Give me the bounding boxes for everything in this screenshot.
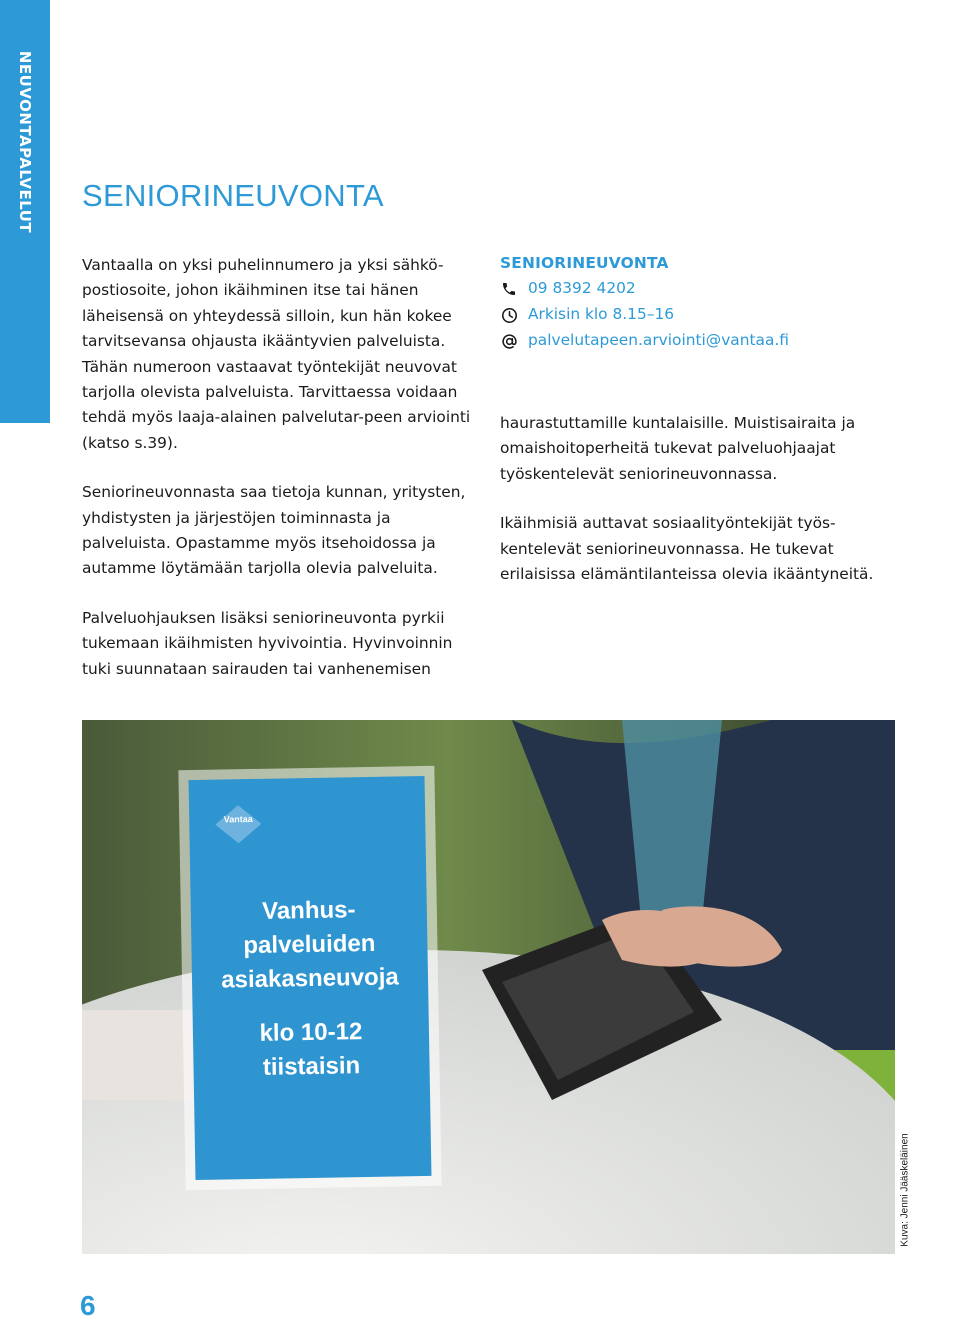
sign-text (191, 892, 430, 1086)
at-icon (500, 332, 518, 350)
clock-icon (500, 306, 518, 324)
sign-line: tiistaisin (262, 1052, 361, 1081)
section-tab (0, 0, 50, 423)
phone-icon (500, 280, 518, 298)
sign-line: Vanhus- (261, 896, 356, 925)
paragraph: Palveluohjauksen lisäksi seniorineuvonta pyrkii tukemaan ikäihmisten hyvivointia. Hyvinvoinnin tuki suunnataan sairauden tai vanhenemisen (82, 608, 453, 678)
vantaa-logo (213, 803, 264, 846)
contact-hours-row (500, 302, 900, 328)
paragraph: Vantaalla on yksi puhelinnumero ja yksi sähkö-postiosoite, johon ikäihminen itse tai hänen läheisensä on yhteydessä silloin, kun hän kokee tarvitsevansa ohjausta ikääntyvien palveluista. Tähän numeroon vastaavat työntekijät neuvovat tarjolla olevista palveluista. Tarvittaessa voidaan tehdä myös laaja-alainen palvelutar-peen arviointi (katso s.39). (82, 256, 471, 452)
paragraph: Seniorineuvonnasta saa tietoja kunnan, yritysten, yhdistysten ja järjestöjen toiminnasta ja palveluista. Opastamme myös itsehoidossa ja autamme löytämään tarjolla olevia palveluita. (82, 483, 466, 578)
paragraph: Ikäihmisiä auttavat sosiaalityöntekijät työs-kentelevät seniorineuvonnassa. He tukevat erilaisissa elämäntilanteissa olevia ikääntyneitä. (500, 514, 874, 584)
contact-phone[interactable]: 09 8392 4202 (528, 279, 636, 298)
photo-credit: Kuva: Jenni Jääskeläinen (899, 1133, 911, 1247)
sign-line: klo 10-12 (259, 1018, 363, 1047)
paragraph: haurastuttamille kuntalaisille. Muistisairaita ja omaishoitoperheitä tukevat palveluohjaajat työskentelevät seniorineuvonnassa. (500, 414, 856, 483)
photo (82, 720, 895, 1254)
left-column (82, 253, 482, 682)
page-title: SENIORINEUVONTA (82, 178, 384, 213)
contact-phone-row (500, 276, 900, 302)
page-number: 6 (80, 1290, 96, 1321)
section-tab-label: NEUVONTAPALVELUT (16, 50, 34, 234)
right-text (500, 411, 900, 587)
right-column (500, 251, 900, 587)
sign-line: palveluiden (243, 929, 376, 960)
contact-heading: SENIORINEUVONTA (500, 254, 669, 272)
sign (189, 776, 432, 1180)
contact-email-row (500, 328, 900, 354)
contact-hours: Arkisin klo 8.15–16 (528, 305, 675, 324)
vantaa-logo-text: Vantaa (223, 813, 253, 825)
contact-email[interactable]: palvelutapeen.arviointi@vantaa.fi (528, 331, 789, 350)
sign-line: asiakasneuvoja (221, 963, 399, 994)
